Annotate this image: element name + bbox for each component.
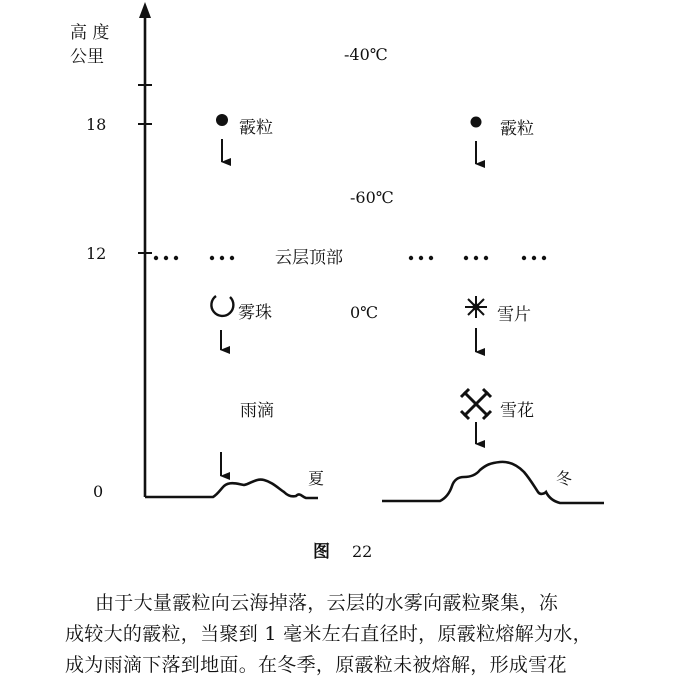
snow-flake-label: 雪片 [497, 305, 531, 325]
tick-label-18: 18 [86, 115, 107, 134]
snowflake-crystal-icon [461, 389, 491, 419]
temperature-zero: 0℃ [350, 303, 379, 322]
season-label-winter: 冬 [556, 469, 573, 488]
hail-dot-left [216, 114, 228, 126]
axis-label-unit: 公里 [70, 47, 104, 67]
ground-profile-summer [145, 480, 318, 498]
tick-label-12: 12 [86, 244, 107, 263]
body-paragraph [65, 588, 655, 681]
axis-arrowhead [139, 2, 151, 18]
temperature-minus-40: -40℃ [344, 45, 388, 64]
fog-drop-ring-icon [211, 296, 233, 316]
tick-label-0: 0 [93, 482, 104, 501]
raindrop-label: 雨滴 [240, 401, 274, 421]
hail-label-right: 霰粒 [500, 119, 534, 139]
paragraph-line-1: 由于大量霰粒向云海掉落，云层的水雾向霰粒聚集，冻 [95, 592, 559, 614]
paragraph-line-2: 成较大的霰粒，当聚到 1 毫米左右直径时，原霰粒熔解为水， [65, 623, 592, 645]
hail-dot-right [471, 117, 482, 128]
axis-label-altitude: 高 度 [70, 23, 110, 43]
fog-drop-label: 雾珠 [238, 303, 272, 323]
cloud-top-dots [154, 256, 546, 260]
snow-label: 雪花 [500, 401, 534, 421]
hail-label-left: 霰粒 [239, 118, 273, 138]
temperature-minus-60: -60℃ [350, 188, 394, 207]
figure-caption-label: 图 [313, 542, 330, 562]
figure-caption-number: 22 [352, 542, 373, 561]
paragraph-line-3: 成为雨滴下落到地面。在冬季，原霰粒未被熔解，形成雪花 [65, 654, 567, 676]
cloud-top-label: 云层顶部 [275, 248, 343, 268]
snow-flake-icon [465, 296, 487, 318]
season-label-summer: 夏 [308, 469, 325, 488]
